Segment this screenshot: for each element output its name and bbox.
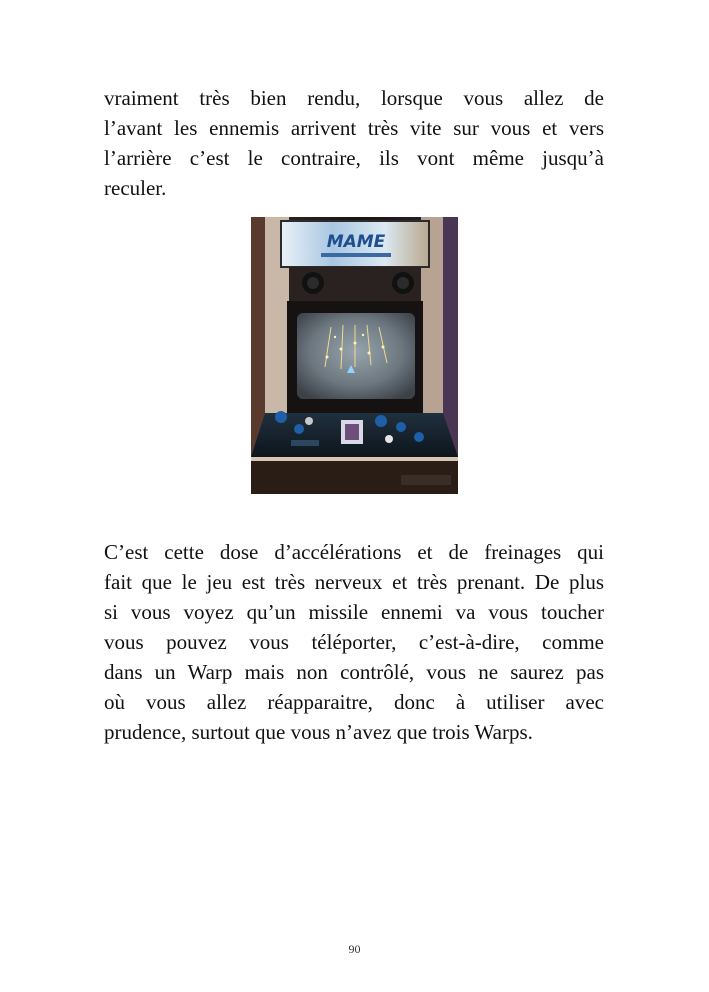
text-line: prudence, surtout que vous n’avez que trois Warps. [104,720,533,744]
text-line: l’arrière c’est le contraire, ils vont même jusqu’à [104,146,604,170]
text-line: où vous allez réapparaitre, donc à utiliser avec [104,690,604,714]
arcade-cabinet-photo [251,217,458,494]
text-line: dans un Warp mais non contrôlé, vous ne saurez pas [104,660,604,684]
text-line: fait que le jeu est très nerveux et très prenant. De plus [104,570,604,594]
paragraph-2 [104,537,604,747]
text-line: C’est cette dose d’accélérations et de freinages qui [104,540,604,564]
text-line: reculer. [104,176,167,200]
text-line: vraiment très bien rendu, lorsque vous allez de [104,86,604,110]
text-line: si vous voyez qu’un missile ennemi va vous toucher [104,600,604,624]
text-line: l’avant les ennemis arrivent très vite sur vous et vers [104,116,604,140]
svg-text:MAME: MAME [326,232,386,252]
paragraph-1 [104,83,604,203]
page-number: 90 [348,942,361,956]
text-line: vous pouvez vous téléporter, c’est-à-dire, comme [104,630,604,654]
